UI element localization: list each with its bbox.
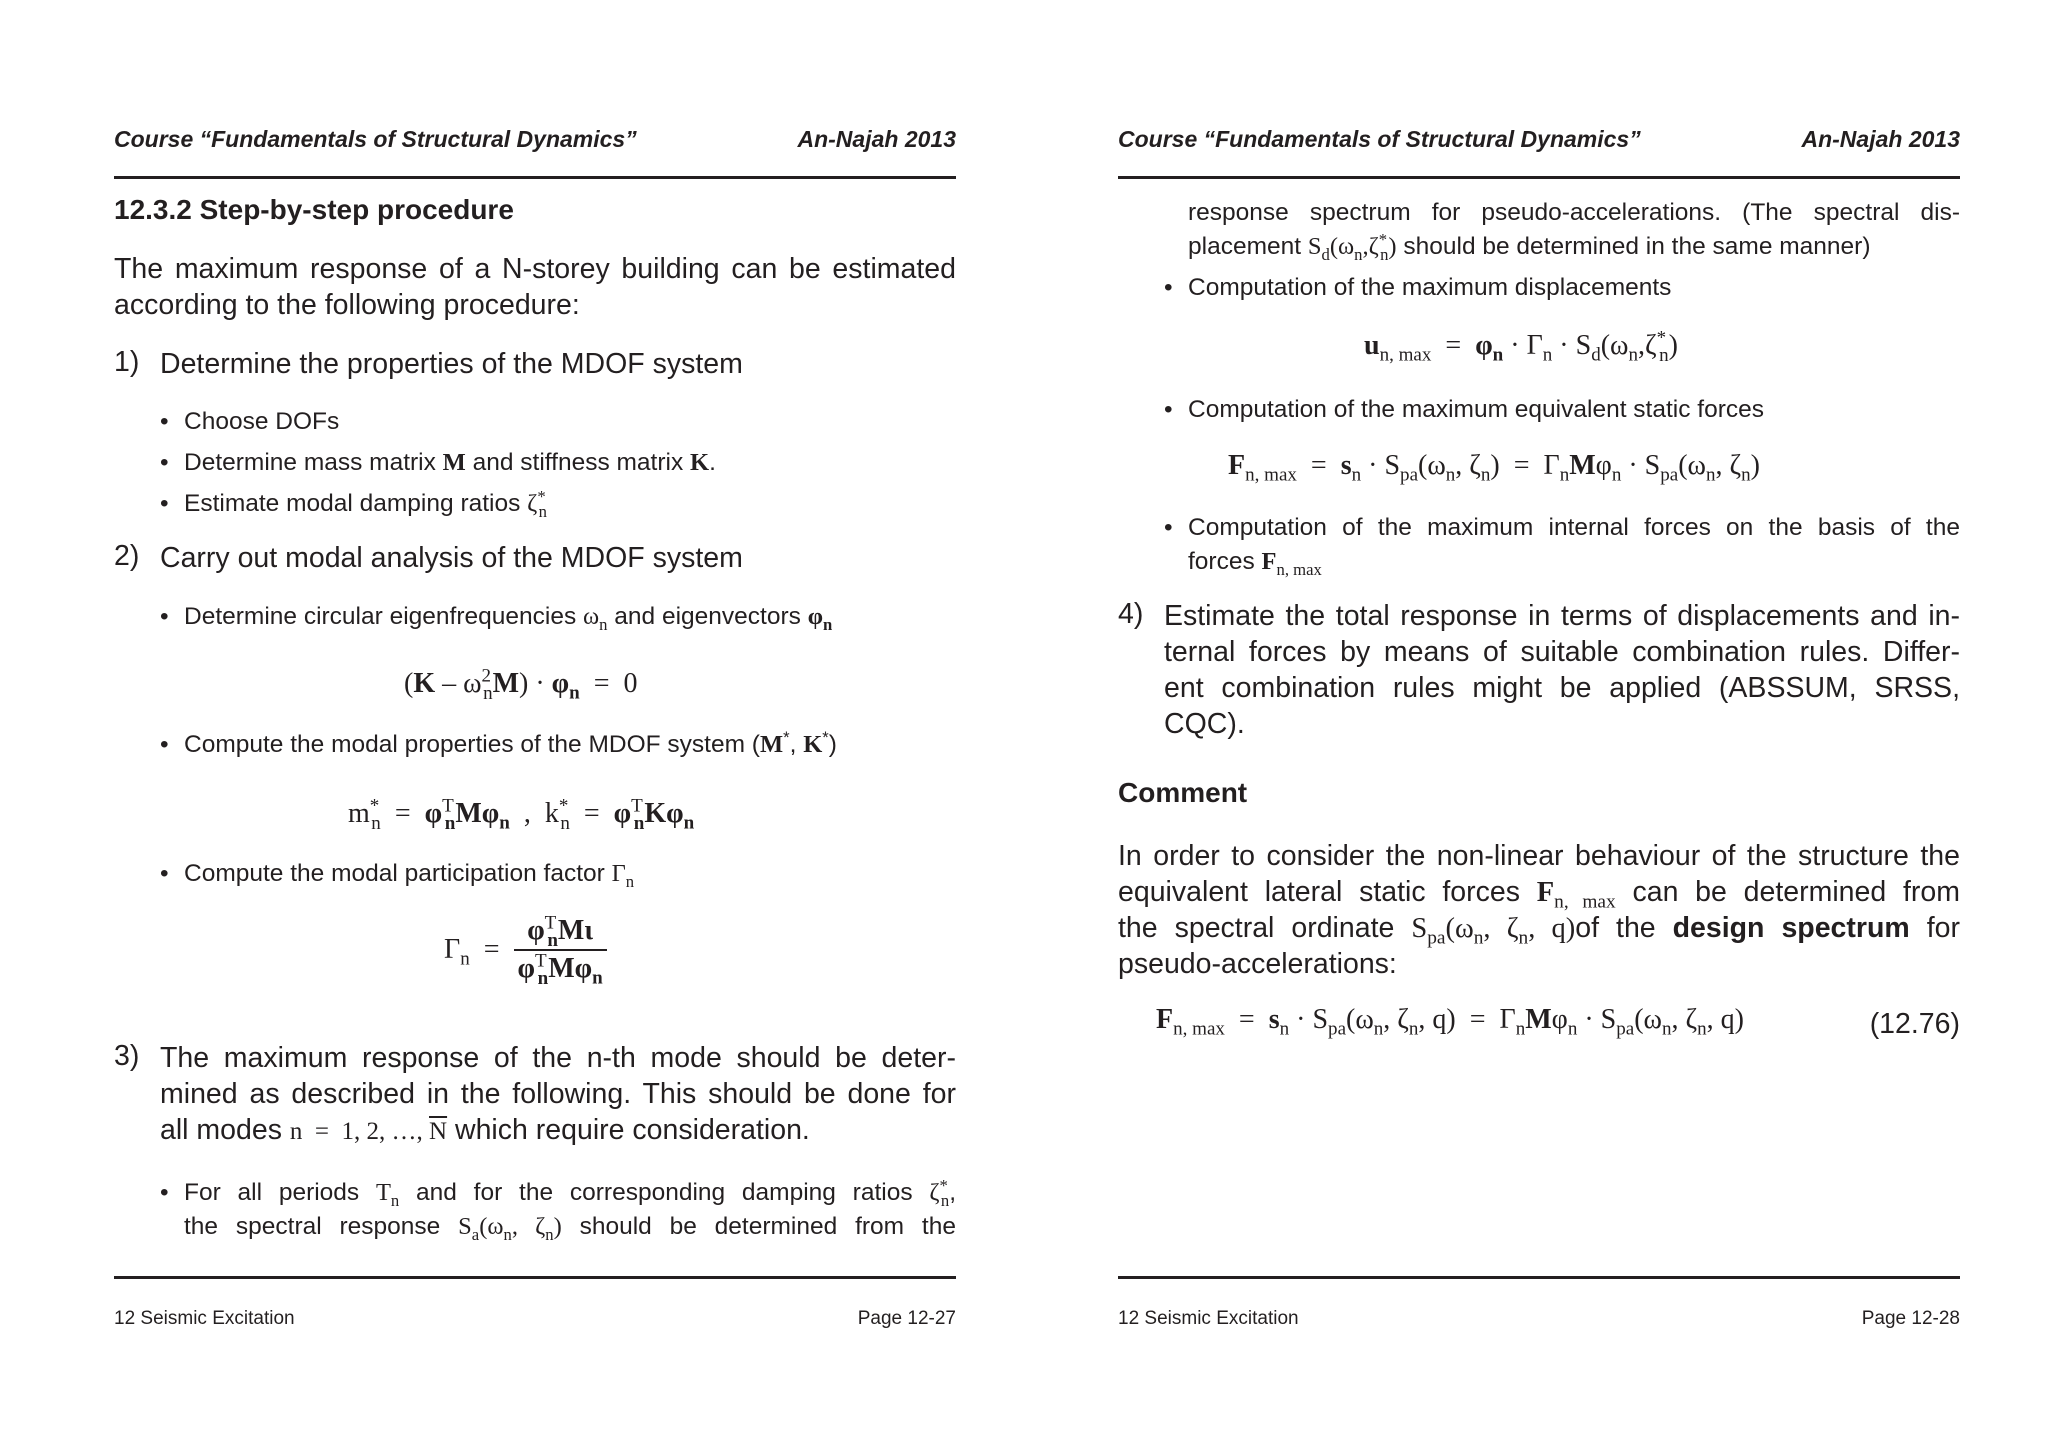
step-number: 3) [114, 1040, 140, 1072]
chapter-label: 12 Seismic Excitation [114, 1308, 295, 1329]
continued-line-2: placement $S_d(\omega_n,\zeta^*_n)$ should be determined in the same manner) [1188, 229, 1871, 264]
bullet-text: Choose DOFs [184, 408, 340, 435]
bullet-equivalent-forces: • Computation of the maximum equivalent static forces [1164, 396, 1765, 423]
right-page [1118, 0, 1960, 1448]
modal-mass-stiffness-equation: $m^*_n = \varphi^T_nM\varphi_n$ , $k^*_n = \varphi^T_nK\varphi_n$ [348, 795, 695, 834]
bullet-text: Computation of the maximum equivalent static forces [1188, 396, 1765, 423]
page-header [1118, 126, 1960, 156]
step2-bullet-eigen: • Determine circular eigenfrequencies $\omega_n$ and eigenvectors $\varphi_n$ [160, 603, 833, 634]
course-year: An-Najah 2013 [1801, 126, 1960, 152]
step1-bullet-dofs: • Choose DOFs [160, 408, 340, 435]
step1-title: Determine the properties of the MDOF system [160, 348, 743, 380]
page-number: Page 12-28 [1861, 1308, 1960, 1329]
header-rule [114, 176, 956, 179]
step2-title: Carry out modal analysis of the MDOF system [160, 542, 743, 574]
step3-line-3: all modes n = 1, 2, …, $\overline{N}$ which require consideration. [160, 1114, 810, 1146]
footer-rule [1118, 1276, 1960, 1279]
participation-factor-equation: $\Gamma_n$ = $\frac{\varphi^T_nM\iota}{\varphi^T_nM\varphi_n}$ [444, 915, 607, 985]
step3-line-2: mined as described in the following. This should be done for [160, 1078, 956, 1110]
footer-rule [114, 1276, 956, 1279]
course-year: An-Najah 2013 [797, 126, 956, 152]
comment-line-2: equivalent lateral static forces $F_{n, max}$ can be determined from [1118, 876, 1960, 913]
section-title: 12.3.2 Step-by-step procedure [114, 194, 514, 225]
design-forces-equation: $F_{n, max} = s_n \cdot S_{pa}(\omega_n$, $\zeta_n$, $q) = \Gamma_nM\varphi_n \cdot S_{pa}(\omega_n$, $\zeta_n$, q) [1156, 1004, 1744, 1040]
left-page [114, 0, 956, 1448]
step-number: 4) [1118, 598, 1144, 630]
header-rule [1118, 176, 1960, 179]
step3-line-1: The maximum response of the n-th mode should be deter- [160, 1042, 956, 1074]
equivalent-forces-equation: $F_{n, max} = s_n \cdot S_{pa}(\omega_n$, $\zeta_n) = \Gamma_nM\varphi_n \cdot S_{pa}(\omega_n$, $\zeta_n$) [1228, 450, 1760, 486]
eigenvalue-equation: $(K - \omega^2_nM) \cdot \varphi_n = 0$ [404, 665, 638, 704]
step4-line-2: ternal forces by means of suitable combination rules. Differ- [1164, 636, 1960, 668]
displacement-equation: $u_{n, max} = \varphi_n \cdot \Gamma_n \cdot S_d(\omega_n,\zeta^*_n)$ [1364, 327, 1678, 366]
equation-number: (12.76) [1869, 1008, 1960, 1040]
comment-title: Comment [1118, 777, 1248, 808]
course-title: Course “Fundamentals of Structural Dynamics” [1118, 126, 1641, 152]
bullet-displacements: • Computation of the maximum displacements [1164, 274, 1672, 301]
comment-line-4: pseudo-accelerations: [1118, 948, 1397, 980]
continued-line-1: response spectrum for pseudo-accelerations. (The spectral dis- [1188, 199, 1960, 226]
course-title: Course “Fundamentals of Structural Dynamics” [114, 126, 637, 152]
step-number: 1) [114, 346, 140, 378]
step3-bullet-line-1: • For all periods $T_n$ and for the corresponding damping ratios $\zeta^*_n$, [160, 1175, 956, 1210]
step4-line-1: Estimate the total response in terms of displacements and in- [1164, 600, 1960, 632]
step2-bullet-participation: • Compute the modal participation factor $\Gamma_n$ [160, 860, 635, 891]
bullet-internal-line-2: forces $F_{n, max}$ [1188, 548, 1322, 579]
step1-bullet-damping: • Estimate modal damping ratios $\zeta^*_n$ [160, 486, 547, 521]
intro-line-1: The maximum response of a N-storey building can be estimated [114, 253, 956, 285]
page-header [114, 126, 956, 156]
comment-line-3: the spectral ordinate $S_{pa}(\omega_n$, $\zeta_n$, q)of the design spectrum for [1118, 912, 1960, 949]
step-number: 2) [114, 540, 140, 572]
comment-line-1: In order to consider the non-linear behaviour of the structure the [1118, 840, 1960, 872]
step2-bullet-modal-props: • Compute the modal properties of the MDOF system (M*, K*) [160, 727, 837, 758]
chapter-label: 12 Seismic Excitation [1118, 1308, 1299, 1329]
page-number: Page 12-27 [857, 1308, 956, 1329]
step1-bullet-matrices: • Determine mass matrix M and stiffness matrix K. [160, 449, 716, 476]
step3-bullet-line-2: the spectral response $S_a(\omega_n$, $\zeta_n$) should be determined from the [184, 1213, 956, 1244]
step4-line-4: CQC). [1164, 708, 1245, 740]
step4-line-3: ent combination rules might be applied (ABSSUM, SRSS, [1164, 672, 1960, 704]
bullet-text: Computation of the maximum displacements [1188, 274, 1672, 301]
intro-line-2: according to the following procedure: [114, 289, 580, 321]
bullet-internal-line-1: • Computation of the maximum internal forces on the basis of the [1164, 514, 1960, 541]
